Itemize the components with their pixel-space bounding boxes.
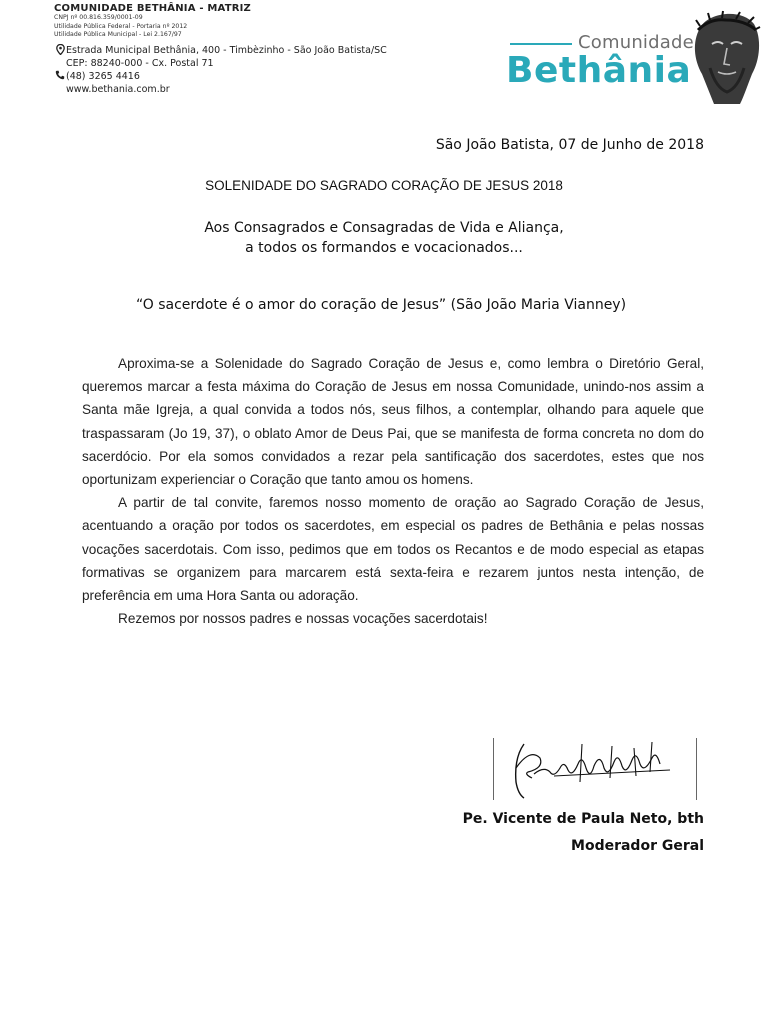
bethania-logo <box>500 8 762 104</box>
logo-top-word: Comunidade <box>578 32 694 53</box>
phone-text: (48) 3265 4416 <box>66 70 140 82</box>
cep-text: CEP: 88240-000 - Cx. Postal 71 <box>66 57 214 69</box>
paragraph-3: Rezemos por nossos padres e nossas vocações sacerdotais! <box>118 611 488 627</box>
addressee-line-2: a todos os formandos e vocacionados... <box>245 240 523 256</box>
signature-area <box>493 738 697 800</box>
letter-body <box>82 352 704 630</box>
phone-row <box>54 70 454 83</box>
letter-title: SOLENIDADE DO SAGRADO CORAÇÃO DE JESUS 2018 <box>205 178 563 193</box>
location-pin-icon <box>54 44 66 55</box>
letter-date: São João Batista, 07 de Junho de 2018 <box>435 137 704 153</box>
addressee <box>0 218 768 258</box>
logo-accent-line <box>510 43 572 45</box>
cep-row <box>54 57 454 70</box>
paragraph-1: Aproxima-se a Solenidade do Sagrado Coração de Jesus e, como lembra o Diretório Geral, queremos marcar a festa máxima do Coração de Jesus em nossa Comunidade, unindo-nos assim a Santa mãe Igreja, a qual convida a todos nós, seus filhos, a contemplar, olhando para aquele que traspassaram (Jo 19, 37), o oblato Amor de Deus Pai, que se manifesta de forma concreta no dom do sacerdócio. Por ela somos convidados a rezar pela santificação dos sacerdotes, estes que nos oportunizam experienciar o Coração que tanto amou os homens. <box>82 356 704 488</box>
paragraph-2: A partir de tal convite, faremos nosso momento de oração ao Sagrado Coração de Jesus, acentuando a oração por todos os sacerdotes, em especial os padres de Bethânia e pelas nossas vocações sacerdotais. Com isso, pedimos que em todos os Recantos e de modo especial as etapas formativas se organizem para marcarem está sexta-feira e rezarem juntos nesta intenção, de preferência em uma Hora Santa ou adoração. <box>82 495 704 604</box>
municipal-utility-text: Utilidade Pública Municipal - Lei 2.167/97 <box>54 31 182 39</box>
signer-block <box>463 806 704 860</box>
addressee-line-1: Aos Consagrados e Consagradas de Vida e Aliança, <box>204 220 564 236</box>
federal-utility-text: Utilidade Pública Federal - Portaria nº 2012 <box>54 22 188 30</box>
letterhead-info <box>54 3 454 96</box>
website-link[interactable]: www.bethania.com.br <box>66 83 170 95</box>
cnpj-text: CNPJ nº 00.816.359/0001-09 <box>54 14 143 21</box>
jesus-face-icon <box>690 8 762 104</box>
phone-icon <box>54 70 66 80</box>
handwritten-signature <box>494 738 696 800</box>
organization-name: COMUNIDADE BETHÂNIA - MATRIZ <box>54 3 251 14</box>
address-text: Estrada Municipal Bethânia, 400 - Timbèzinho - São João Batista/SC <box>66 44 387 56</box>
signer-name: Pe. Vicente de Paula Neto, bth <box>462 811 704 827</box>
epigraph-quote: “O sacerdote é o amor do coração de Jesus” (São João Maria Vianney) <box>136 297 627 313</box>
signer-role: Moderador Geral <box>571 838 704 854</box>
address-row <box>54 44 454 57</box>
website-row <box>54 83 454 96</box>
logo-main-word: Bethânia <box>506 50 692 91</box>
